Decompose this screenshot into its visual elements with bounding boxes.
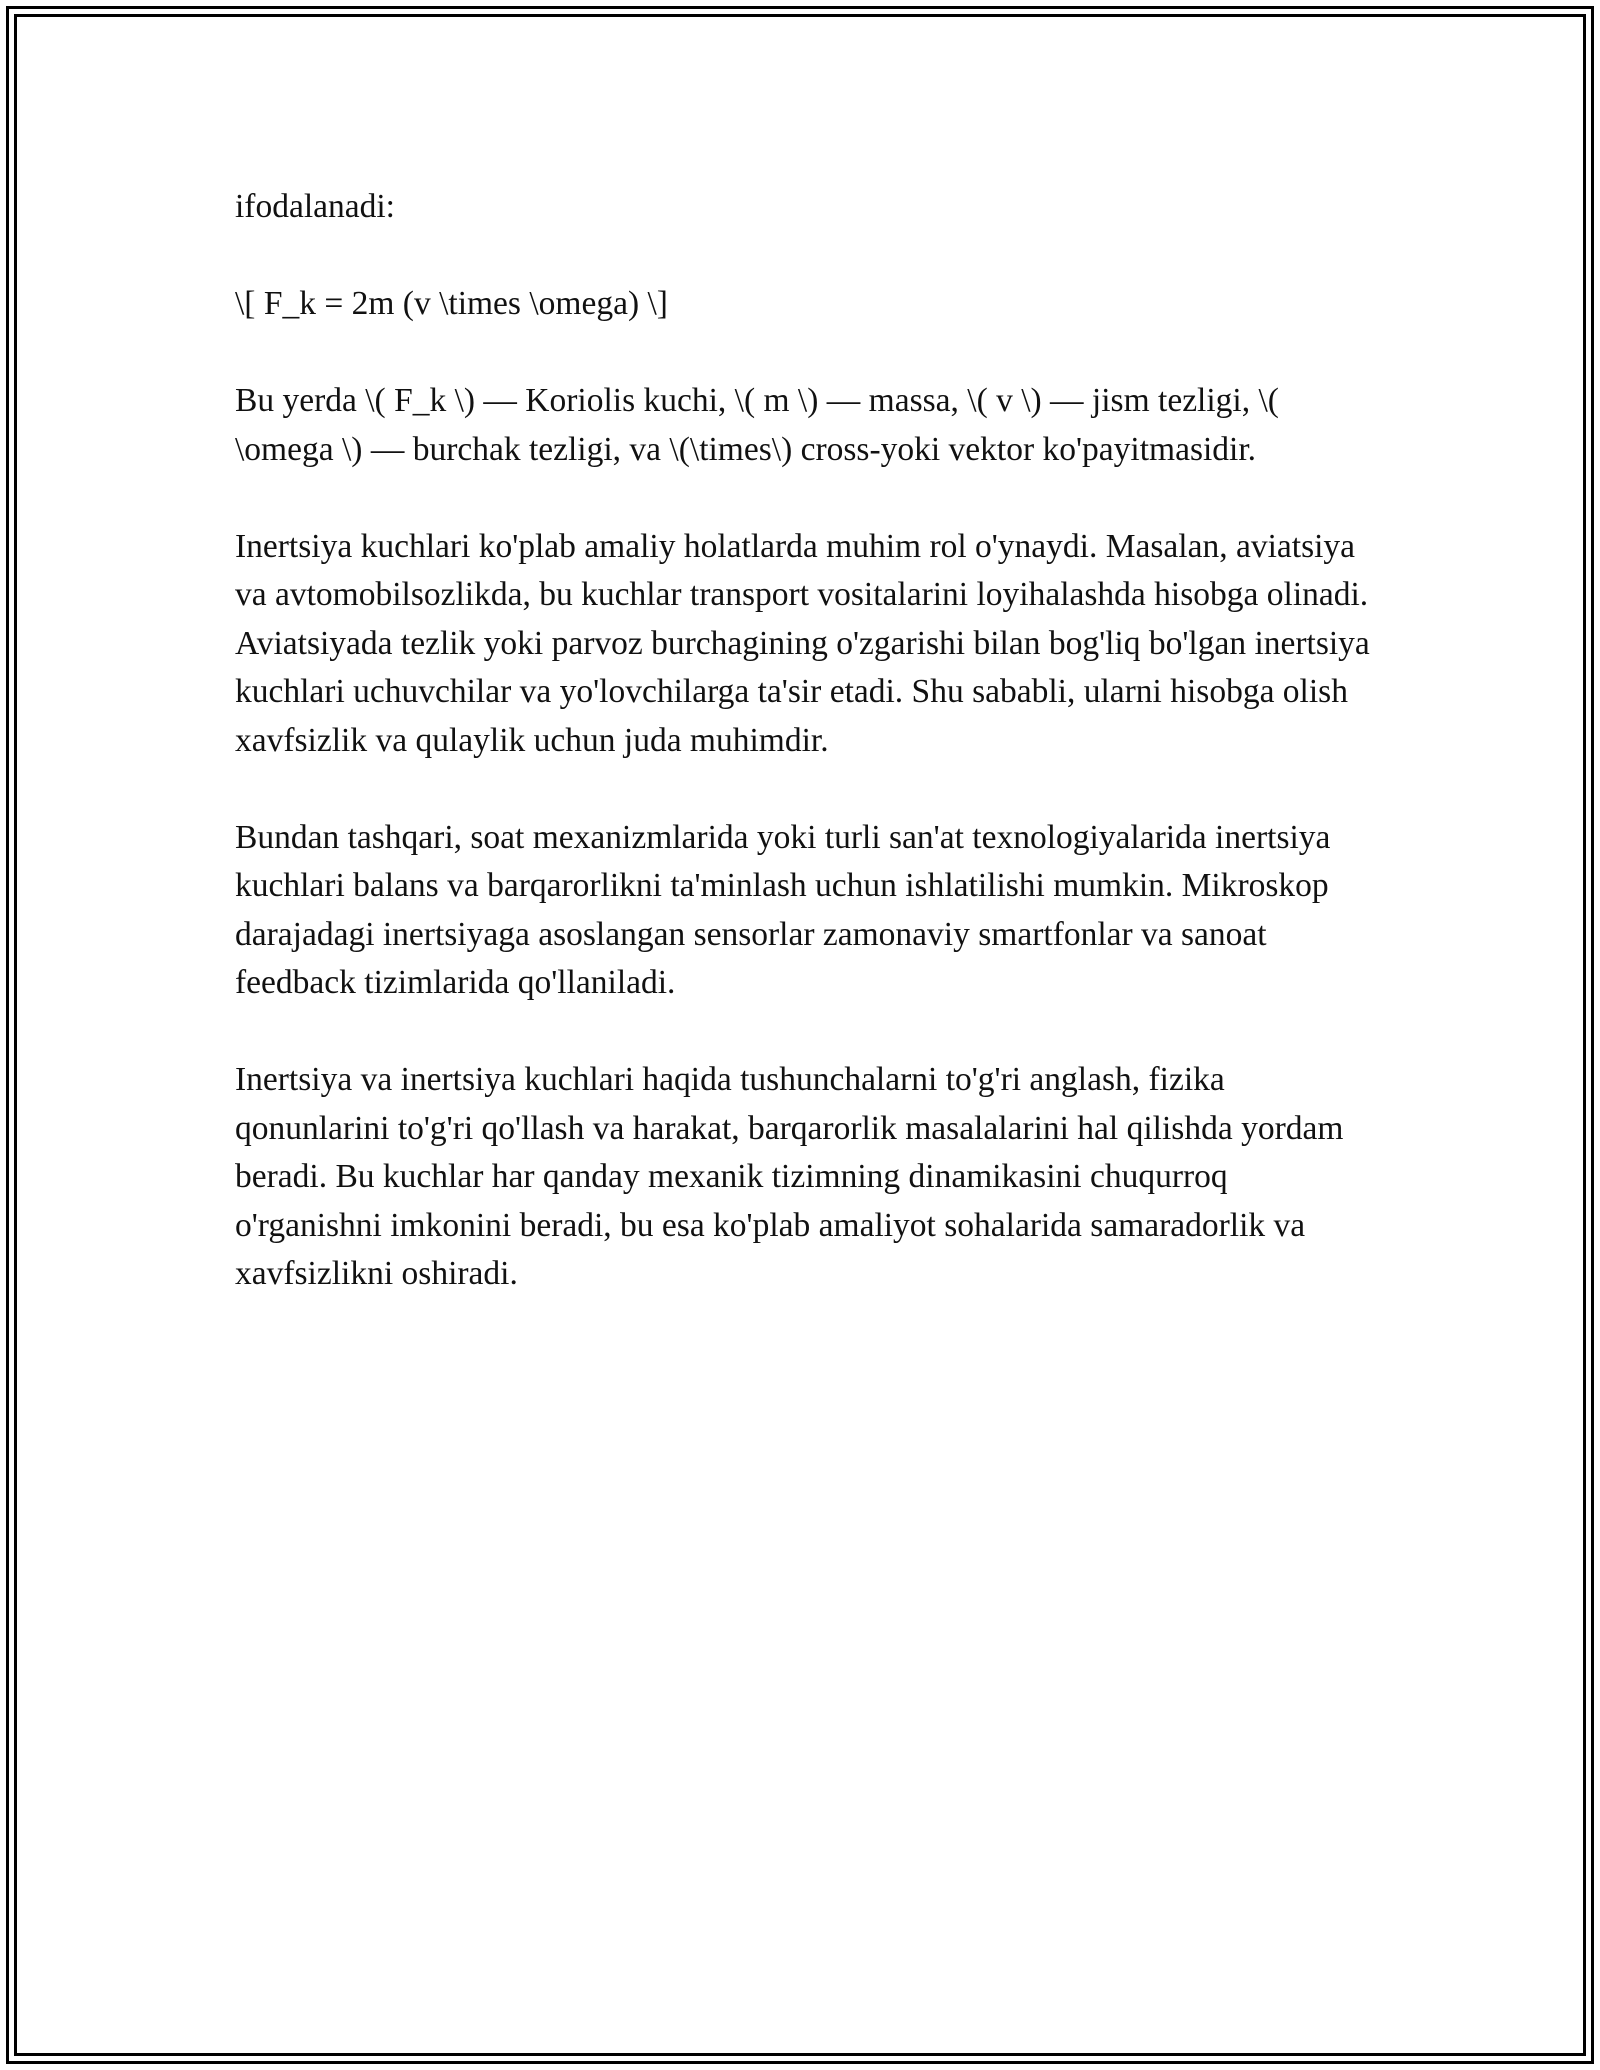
formula-coriolis: \[ F_k = 2m (v \times \omega) \] <box>235 285 668 322</box>
paragraph-intro: ifodalanadi: <box>235 188 395 225</box>
paragraph-applications: Inertsiya kuchlari ko'plab amaliy holatlarda muhim rol o'ynaydi. Masalan, aviatsiya va avtomobilsozlikda, bu kuchlar transport vositalarini loyihalashda hisobga olinadi. Aviatsiyada tezlik yoki parvoz burchagining o'zgarishi bilan bog'liq bo'lgan inertsiya kuchlari uchuvchilar va yo'lovchilarga ta'sir etadi. Shu sababli, ularni hisobga olish xavfsizlik va qulaylik uchun juda muhimdir. <box>235 527 1370 759</box>
document-body <box>235 183 1375 1347</box>
paragraph-conclusion: Inertsiya va inertsiya kuchlari haqida tushunchalarni to'g'ri anglash, fizika qonunlarini to'g'ri qo'llash va harakat, barqarorlik masalalarini hal qilishda yordam beradi. Bu kuchlar har qanday mexanik tizimning dinamikasini chuqurroq o'rganishni imkonini beradi, bu esa ko'plab amaliyot sohalarida samaradorlik va xavfsizlikni oshiradi. <box>235 1061 1344 1292</box>
paragraph-mechanisms: Bundan tashqari, soat mexanizmlarida yoki turli san'at texnologiyalarida inertsiya kuchlari balans va barqarorlikni ta'minlash uchun ishlatilishi mumkin. Mikroskop darajadagi inertsiyaga asoslangan sensorlar zamonaviy smartfonlar va sanoat feedback tizimlarida qo'llaniladi. <box>235 818 1331 1001</box>
paragraph-definitions: Bu yerda \( F_k \) — Koriolis kuchi, \( m \) — massa, \( v \) — jism tezligi, \( \omega \) — burchak tezligi, va \(\times\) cross-yoki vektor ko'payitmasidir. <box>235 382 1279 468</box>
